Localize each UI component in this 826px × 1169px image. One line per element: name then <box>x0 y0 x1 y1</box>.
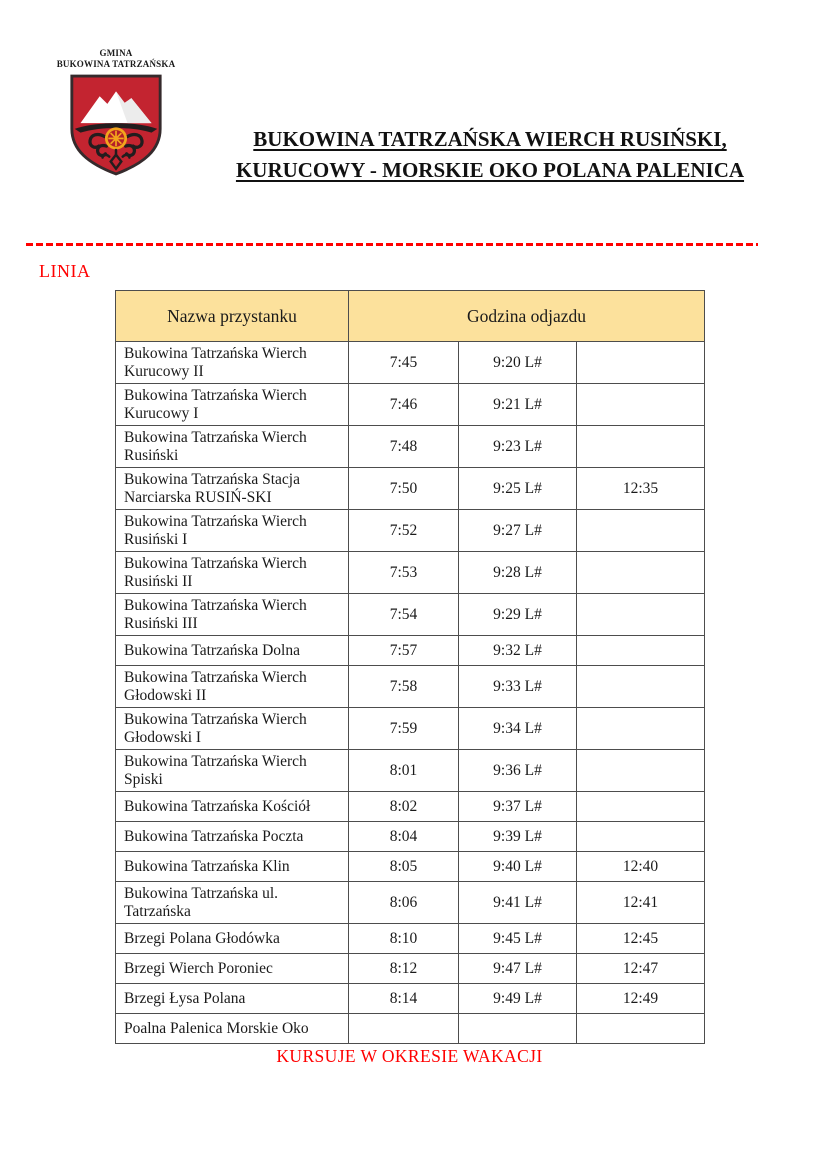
departure-time-cell: 9:41 L# <box>459 882 577 924</box>
timetable-body <box>116 342 705 1044</box>
table-row <box>116 954 705 984</box>
stop-name-cell: Bukowina Tatrzańska Klin <box>116 852 349 882</box>
departure-time-cell: 7:54 <box>349 594 459 636</box>
page-title <box>198 124 782 186</box>
departure-time-cell <box>349 1014 459 1044</box>
stop-name-cell: Bukowina Tatrzańska Stacja Narciarska RUSIŃ-SKI <box>116 468 349 510</box>
departure-time-cell <box>577 822 705 852</box>
municipality-name-line2: BUKOWINA TATRZAŃSKA <box>56 59 176 69</box>
departure-time-cell: 9:27 L# <box>459 510 577 552</box>
departure-time-cell: 12:45 <box>577 924 705 954</box>
red-dashed-divider <box>26 243 758 246</box>
departure-time-cell <box>577 426 705 468</box>
stop-name-cell: Poalna Palenica Morskie Oko <box>116 1014 349 1044</box>
departure-time-cell: 7:46 <box>349 384 459 426</box>
table-row <box>116 882 705 924</box>
departure-time-cell <box>577 552 705 594</box>
table-header-row <box>116 291 705 342</box>
departure-time-cell: 9:20 L# <box>459 342 577 384</box>
departure-time-cell: 8:10 <box>349 924 459 954</box>
departure-time-cell: 9:21 L# <box>459 384 577 426</box>
table-row <box>116 468 705 510</box>
departure-time-cell: 9:23 L# <box>459 426 577 468</box>
page-title-line2: KURUCOWY - MORSKIE OKO POLANA PALENICA <box>235 158 745 182</box>
departure-time-cell <box>577 1014 705 1044</box>
departure-time-cell: 7:48 <box>349 426 459 468</box>
line-section-label: LINIA <box>39 261 91 281</box>
table-row <box>116 708 705 750</box>
departure-time-cell: 9:45 L# <box>459 924 577 954</box>
stop-name-cell: Bukowina Tatrzańska Poczta <box>116 822 349 852</box>
departure-time-cell: 9:39 L# <box>459 822 577 852</box>
departure-timetable <box>115 290 705 1044</box>
stop-name-cell: Bukowina Tatrzańska Wierch Rusiński II <box>116 552 349 594</box>
departure-time-cell: 9:32 L# <box>459 636 577 666</box>
departure-time-cell: 12:47 <box>577 954 705 984</box>
departure-time-cell: 8:02 <box>349 792 459 822</box>
departure-time-cell: 7:45 <box>349 342 459 384</box>
table-row <box>116 984 705 1014</box>
departure-time-cell: 9:28 L# <box>459 552 577 594</box>
departure-time-cell <box>577 666 705 708</box>
stop-name-cell: Bukowina Tatrzańska Kościół <box>116 792 349 822</box>
table-row <box>116 852 705 882</box>
departure-time-cell <box>459 1014 577 1044</box>
departure-time-cell <box>577 708 705 750</box>
departure-time-cell: 9:29 L# <box>459 594 577 636</box>
stop-name-cell: Bukowina Tatrzańska Wierch Głodowski I <box>116 708 349 750</box>
departure-time-cell <box>577 636 705 666</box>
stop-name-cell: Bukowina Tatrzańska Wierch Rusiński <box>116 426 349 468</box>
table-row <box>116 552 705 594</box>
departure-time-cell: 9:49 L# <box>459 984 577 1014</box>
departure-time-cell: 12:40 <box>577 852 705 882</box>
departure-time-cell: 8:01 <box>349 750 459 792</box>
departure-time-cell: 7:57 <box>349 636 459 666</box>
coat-of-arms-icon <box>68 73 164 177</box>
table-row <box>116 636 705 666</box>
departure-time-cell: 8:04 <box>349 822 459 852</box>
municipality-name-line1: GMINA <box>99 48 133 58</box>
departure-time-cell: 7:59 <box>349 708 459 750</box>
departure-time-cell: 9:40 L# <box>459 852 577 882</box>
departure-time-cell: 8:05 <box>349 852 459 882</box>
departure-time-cell: 9:34 L# <box>459 708 577 750</box>
departure-time-cell: 8:14 <box>349 984 459 1014</box>
stop-name-cell: Brzegi Polana Głodówka <box>116 924 349 954</box>
departure-time-cell: 9:25 L# <box>459 468 577 510</box>
departure-time-cell: 9:36 L# <box>459 750 577 792</box>
departure-time-cell: 9:47 L# <box>459 954 577 984</box>
stop-name-cell: Bukowina Tatrzańska Wierch Głodowski II <box>116 666 349 708</box>
table-row <box>116 792 705 822</box>
table-row <box>116 750 705 792</box>
departure-time-cell: 8:06 <box>349 882 459 924</box>
departure-time-cell <box>577 750 705 792</box>
table-row <box>116 1014 705 1044</box>
departure-time-cell: 7:52 <box>349 510 459 552</box>
table-row <box>116 384 705 426</box>
stop-name-cell: Bukowina Tatrzańska Wierch Kurucowy I <box>116 384 349 426</box>
departure-time-cell <box>577 510 705 552</box>
departure-time-cell: 12:35 <box>577 468 705 510</box>
stop-name-cell: Brzegi Wierch Poroniec <box>116 954 349 984</box>
table-row <box>116 426 705 468</box>
departure-time-cell: 7:50 <box>349 468 459 510</box>
departure-time-cell: 9:33 L# <box>459 666 577 708</box>
stop-name-cell: Bukowina Tatrzańska Wierch Spiski <box>116 750 349 792</box>
table-row <box>116 342 705 384</box>
stop-name-cell: Bukowina Tatrzańska ul. Tatrzańska <box>116 882 349 924</box>
departure-time-cell: 7:53 <box>349 552 459 594</box>
stop-name-cell: Bukowina Tatrzańska Dolna <box>116 636 349 666</box>
departure-time-cell: 7:58 <box>349 666 459 708</box>
departure-time-cell <box>577 342 705 384</box>
page-title-line1: BUKOWINA TATRZAŃSKA WIERCH RUSIŃSKI, <box>253 127 727 151</box>
departure-time-cell <box>577 384 705 426</box>
municipality-brand <box>55 48 177 177</box>
stop-name-cell: Bukowina Tatrzańska Wierch Kurucowy II <box>116 342 349 384</box>
departure-time-cell <box>577 792 705 822</box>
holiday-service-note: KURSUJE W OKRESIE WAKACJI <box>276 1046 543 1066</box>
departure-time-cell <box>577 594 705 636</box>
departure-time-cell: 8:12 <box>349 954 459 984</box>
table-row <box>116 924 705 954</box>
table-row <box>116 594 705 636</box>
departure-time-cell: 12:41 <box>577 882 705 924</box>
departure-time-column-header: Godzina odjazdu <box>349 291 705 342</box>
stop-name-cell: Bukowina Tatrzańska Wierch Rusiński I <box>116 510 349 552</box>
departure-time-cell: 9:37 L# <box>459 792 577 822</box>
table-row <box>116 666 705 708</box>
table-row <box>116 510 705 552</box>
stop-name-column-header: Nazwa przystanku <box>116 291 349 342</box>
stop-name-cell: Brzegi Łysa Polana <box>116 984 349 1014</box>
departure-time-cell: 12:49 <box>577 984 705 1014</box>
table-row <box>116 822 705 852</box>
stop-name-cell: Bukowina Tatrzańska Wierch Rusiński III <box>116 594 349 636</box>
